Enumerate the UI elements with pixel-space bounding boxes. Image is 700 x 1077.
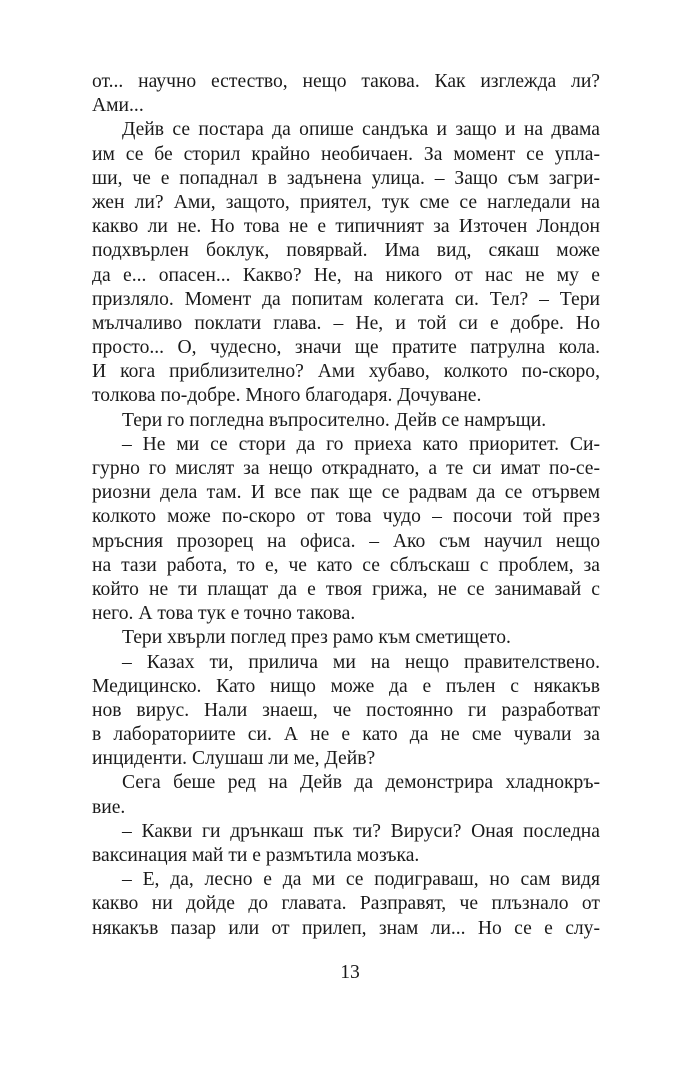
- text-line: вие.: [92, 796, 126, 818]
- paragraph-start-line: – Какви ги дрънкаш пък ти? Вируси? Оная последна: [122, 820, 600, 842]
- text-line: нов вирус. Нали знаеш, че постоянно ги разработват: [92, 699, 600, 721]
- paragraph-start-line: – Не ми се стори да го приеха като приоритет. Си-: [122, 433, 600, 455]
- text-line: какво ни дойде до главата. Разправят, че плъзнало от: [92, 893, 600, 915]
- paragraph-start-line: Тери хвърли поглед през рамо към сметището.: [122, 627, 511, 649]
- text-line: колкото може по-скоро от това чудо – посочи той през: [92, 506, 600, 528]
- paragraph-start-line: – Казах ти, прилича ми на нещо правителствено.: [122, 651, 600, 673]
- text-line: Медицинско. Като нищо може да е пълен с някакъв: [92, 675, 600, 697]
- text-line: от... научно естество, нещо такова. Как изглежда ли?: [92, 71, 600, 92]
- text-line: гурно го мислят за нещо откраднато, а те си имат по-се-: [92, 458, 600, 479]
- text-line: риозни дела там. И все пак ще се радвам да се отървем: [92, 482, 600, 504]
- text-line: И кога приблизително? Ами хубаво, колкото по-скоро,: [92, 361, 600, 383]
- paragraph-start-line: Тери го погледна въпросително. Дейв се намръщи.: [122, 409, 547, 431]
- page-number: 13: [340, 962, 360, 983]
- paragraph-start-line: Дейв се постара да опише сандъка и защо и на двама: [122, 119, 600, 141]
- text-line: мръсния прозорец на офиса. – Ако съм научил нещо: [92, 530, 600, 552]
- text-line: ваксинация май ти е размътила мозъка.: [92, 845, 420, 866]
- text-line: толкова по-добре. Много благодаря. Дочуване.: [92, 385, 482, 407]
- text-line: да е... опасен... Какво? Не, на никого от нас не му е: [92, 264, 600, 286]
- text-line: просто... О, чудесно, значи ще пратите патрулна кола.: [92, 337, 600, 359]
- text-line: им се бе сторил крайно необичаен. За момент се упла-: [92, 143, 600, 165]
- text-line: в лабораториите си. А не е като да не сме чували за: [92, 724, 600, 746]
- text-line: призляло. Момент да попитам колегата си. Тел? – Тери: [92, 288, 600, 310]
- text-line: Ами...: [92, 95, 144, 117]
- body-text: [92, 70, 600, 941]
- text-line: мълчаливо поклати глава. – Не, и той си е добре. Но: [92, 312, 600, 334]
- text-line: на тази работа, то е, че като се сблъскаш с проблем, за: [92, 554, 600, 576]
- text-line: който не ти плащат да е твоя грижа, не се занимавай с: [92, 578, 600, 600]
- text-line: някакъв пазар или от прилеп, знам ли... Но се е слу-: [92, 917, 600, 939]
- paragraph-start-line: Сега беше ред на Дейв да демонстрира хладнокръ-: [122, 772, 600, 794]
- text-line: него. А това тук е точно такова.: [92, 603, 356, 625]
- text-line: жен ли? Ами, защото, приятел, тук сме се нагледали на: [92, 191, 600, 213]
- text-line: какво ли не. Но това не е типичният за Източен Лондон: [92, 216, 600, 238]
- text-line: подхвърлен боклук, повярвай. Има вид, сякаш може: [92, 240, 600, 262]
- text-line: ши, че е попаднал в задънена улица. – Защо съм загри-: [92, 167, 600, 189]
- paragraph-start-line: – Е, да, лесно е да ми се подиграваш, но сам видя: [122, 869, 600, 891]
- text-line: инциденти. Слушаш ли ме, Дейв?: [92, 748, 376, 770]
